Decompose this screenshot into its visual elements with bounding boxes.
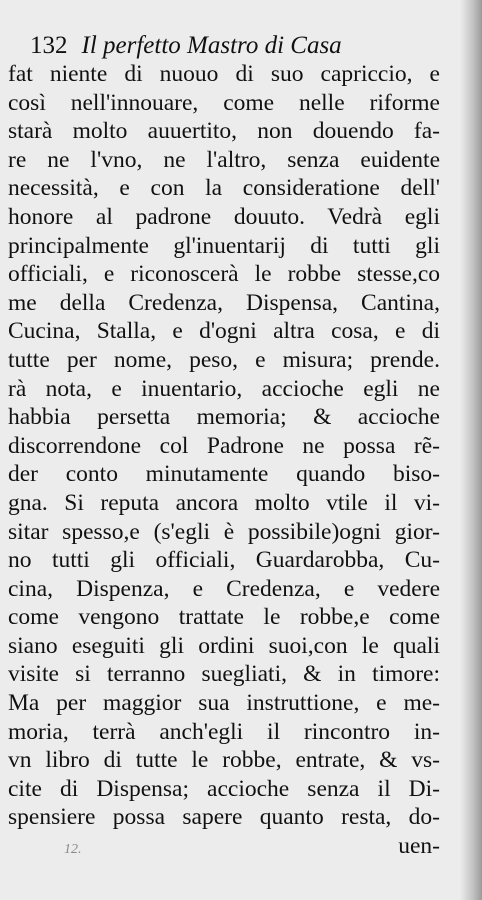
text-line: Ma per maggior sua instruttione, e me- bbox=[8, 690, 440, 717]
text-line: der conto minutamente quando biso- bbox=[8, 461, 440, 488]
text-line: spensiere possa sapere quanto resta, do- bbox=[8, 804, 440, 831]
text-line: discorrendone col Padrone ne possa rẽ- bbox=[8, 432, 440, 459]
text-line: cite di Dispensa; accioche senza il Di- bbox=[8, 775, 440, 802]
text-line: honore al padrone douuto. Vedrà egli bbox=[8, 203, 440, 230]
text-line: necessità, e con la consideratione dell' bbox=[8, 175, 440, 202]
catchword: uen- bbox=[398, 833, 440, 860]
text-line: rà nota, e inuentario, accioche egli ne bbox=[8, 375, 440, 402]
text-line: gna. Si reputa ancora molto vtile il vi- bbox=[8, 489, 440, 516]
text-line: moria, terrà anch'egli il rincontro in- bbox=[8, 718, 440, 745]
page-number: 132 bbox=[30, 32, 68, 59]
running-title: Il perfetto Mastro di Casa bbox=[81, 32, 342, 59]
text-line: fat niente di nuouo di suo capriccio, e bbox=[8, 61, 440, 87]
text-line: cina, Dispenza, e Credenza, e vedere bbox=[8, 575, 440, 602]
marginal-note: 12. bbox=[64, 842, 82, 857]
text-line: starà molto auuertito, non douendo fa- bbox=[8, 118, 440, 145]
text-line: sitar spesso,e (s'egli è possibile)ogni gior- bbox=[8, 518, 440, 545]
body-text bbox=[8, 60, 440, 861]
text-line: così nell'innouare, come nelle riforme bbox=[8, 89, 440, 116]
page-header bbox=[30, 30, 342, 62]
text-line: tutte per nome, peso, e misura; prende. bbox=[8, 346, 440, 373]
text-line: come vengono trattate le robbe,e come bbox=[8, 604, 440, 631]
text-line: me della Credenza, Dispensa, Cantina, bbox=[8, 289, 440, 316]
text-line: habbia persetta memoria; & accioche bbox=[8, 404, 440, 431]
text-line: principalmente gl'inuentarij di tutti gli bbox=[8, 232, 440, 259]
text-line: no tutti gli officiali, Guardarobba, Cu- bbox=[8, 547, 440, 574]
text-line: re ne l'vno, ne l'altro, senza euidente bbox=[8, 146, 440, 173]
text-line: siano eseguiti gli ordini suoi,con le quali bbox=[8, 632, 440, 659]
text-line: officiali, e riconoscerà le robbe stesse,co bbox=[8, 261, 440, 288]
text-line: Cucina, Stalla, e d'ogni altra cosa, e di bbox=[8, 318, 440, 345]
text-line: vn libro di tutte le robbe, entrate, & vs- bbox=[8, 747, 440, 774]
text-line: visite si terranno suegliati, & in timore: bbox=[8, 661, 440, 688]
